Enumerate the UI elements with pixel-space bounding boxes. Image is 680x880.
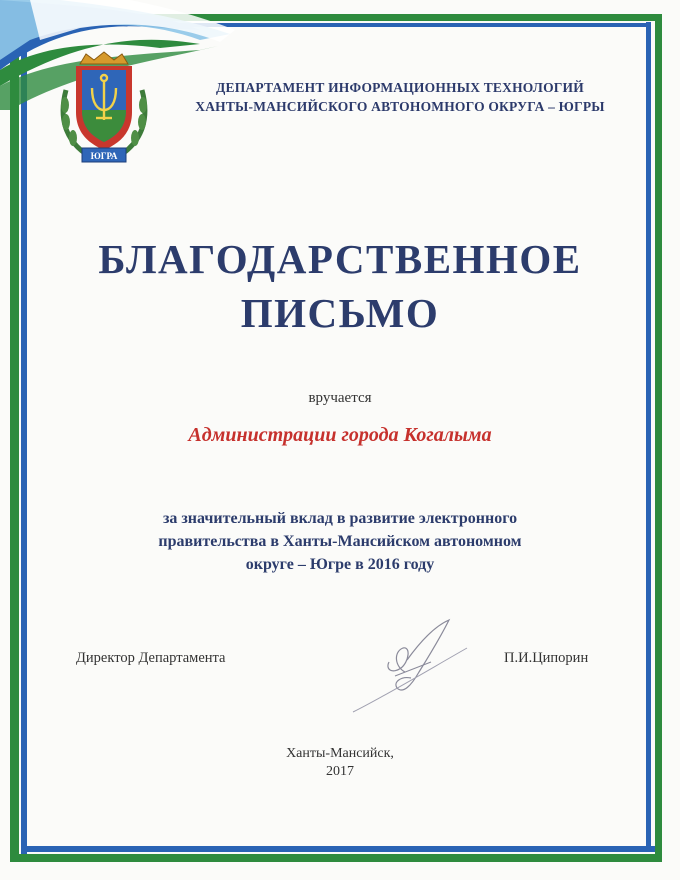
handwritten-signature xyxy=(345,612,475,722)
frame-right-blue-stripe xyxy=(646,22,651,848)
signatory-name: П.И.Ципорин xyxy=(504,650,589,666)
issue-year: 2017 xyxy=(326,764,354,779)
title-line-1: БЛАГОДАРСТВЕННОЕ xyxy=(98,236,582,282)
frame-left-green-stripe xyxy=(10,38,19,862)
reason-line-1: за значительный вклад в развитие электронного xyxy=(162,510,518,527)
reason-line-2: правительства в Ханты-Мансийском автономном xyxy=(158,533,522,550)
coat-of-arms-icon xyxy=(56,50,152,170)
title-line-2: ПИСЬМО xyxy=(240,290,440,336)
emblem-ribbon-text: ЮГРА xyxy=(90,151,118,161)
signatory-position: Директор Департамента xyxy=(76,650,226,666)
recipient-name: Администрации города Когалыма xyxy=(188,424,492,446)
department-line-1: ДЕПАРТАМЕНТ ИНФОРМАЦИОННЫХ ТЕХНОЛОГИЙ xyxy=(216,80,584,95)
frame-bottom-green-stripe xyxy=(10,854,662,862)
department-line-2: ХАНТЫ-МАНСИЙСКОГО АВТОНОМНОГО ОКРУГА – ЮГРЫ xyxy=(195,99,605,114)
issue-place: Ханты-Мансийск, xyxy=(286,746,394,761)
issue-place-date xyxy=(240,745,440,781)
frame-bottom-blue-stripe xyxy=(21,846,657,852)
handed-to-label: вручается xyxy=(308,390,372,406)
document-title xyxy=(40,232,640,340)
frame-left-blue-stripe xyxy=(21,40,27,860)
reason-line-3: округе – Югре в 2016 году xyxy=(245,556,435,573)
award-reason xyxy=(80,507,600,576)
department-header xyxy=(150,78,650,116)
frame-right-green-stripe xyxy=(655,18,662,862)
